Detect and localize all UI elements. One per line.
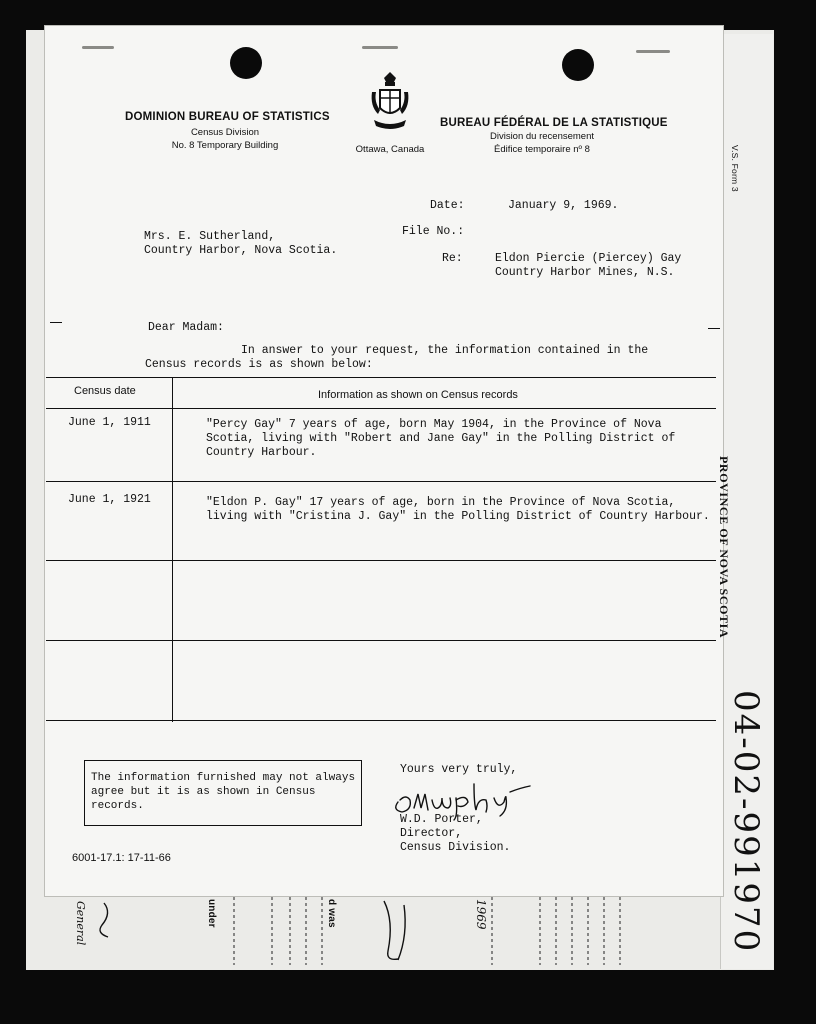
table-rule xyxy=(46,560,716,561)
signatory-title: Director, xyxy=(400,827,463,840)
strip-word-under: under xyxy=(206,899,217,928)
salutation: Dear Madam: xyxy=(148,321,224,334)
division-name-french: Division du recensement xyxy=(489,131,595,142)
margin-mark xyxy=(50,322,62,323)
complimentary-close: Yours very truly, xyxy=(400,763,518,776)
date-value: January 9, 1969. xyxy=(508,199,619,212)
signatory-division: Census Division. xyxy=(400,841,511,854)
addressee-name: Mrs. E. Sutherland, xyxy=(144,230,276,243)
strip-word-general: General xyxy=(74,901,87,946)
notice-line: The information furnished may not always xyxy=(91,772,356,784)
date-label: Date: xyxy=(430,199,465,212)
building-french: Édifice temporaire nº 8 xyxy=(494,144,590,155)
record-date: June 1, 1921 xyxy=(68,493,151,506)
table-rule xyxy=(46,481,716,482)
staple-mark xyxy=(362,46,398,49)
strip-word-was: d was xyxy=(326,899,337,928)
strip-year-fragment: 1969 xyxy=(474,899,488,930)
re-subject-location: Country Harbor Mines, N.S. xyxy=(495,266,675,279)
record-info-line: Country Harbour. xyxy=(206,446,317,459)
division-name-english: Census Division xyxy=(190,127,260,138)
province-label: PROVINCE OF NOVA SCOTIA xyxy=(717,456,731,639)
coat-of-arms-emblem xyxy=(368,70,412,132)
staple-mark xyxy=(636,50,670,53)
punch-hole xyxy=(230,47,262,79)
re-subject-name: Eldon Piercie (Piercey) Gay xyxy=(495,252,682,265)
margin-mark xyxy=(708,328,720,329)
record-info-line: "Eldon P. Gay" 17 years of age, born in the Province of Nova Scotia, xyxy=(206,496,676,509)
table-rule xyxy=(46,640,716,641)
addressee-location: Country Harbor, Nova Scotia. xyxy=(144,244,338,257)
notice-line: records. xyxy=(91,800,144,812)
column-header-census-date: Census date xyxy=(74,385,136,397)
signatory-name: W.D. Porter, xyxy=(400,813,483,826)
intro-line-1: In answer to your request, the information contained in the xyxy=(241,344,649,357)
record-info-line: Scotia, living with "Robert and Jane Gay" in the Polling District of xyxy=(206,432,676,445)
punch-hole xyxy=(562,49,594,81)
underlying-form-strip xyxy=(44,895,720,967)
city-location: Ottawa, Canada xyxy=(355,144,425,155)
bureau-name-english: DOMINION BUREAU OF STATISTICS xyxy=(125,111,330,123)
re-label: Re: xyxy=(442,252,463,265)
census-records-table xyxy=(46,377,716,722)
table-rule xyxy=(46,720,716,721)
intro-line-2: Census records is as shown below: xyxy=(145,358,373,371)
form-code: 6001-17.1: 17-11-66 xyxy=(72,852,171,864)
column-header-information: Information as shown on Census records xyxy=(318,389,518,401)
bureau-name-french: BUREAU FÉDÉRAL DE LA STATISTIQUE xyxy=(440,117,668,129)
table-column-divider xyxy=(172,377,173,722)
file-number-label: File No.: xyxy=(402,225,465,238)
handwritten-file-number: 04-02-991970 xyxy=(726,690,766,954)
building-english: No. 8 Temporary Building xyxy=(171,140,279,151)
record-info-line: living with "Cristina J. Gay" in the Polling District of Country Harbour. xyxy=(206,510,710,523)
form-number: V.S. Form 3 xyxy=(730,145,740,192)
notice-box xyxy=(84,760,362,826)
record-date: June 1, 1911 xyxy=(68,416,151,429)
underlying-form-lines xyxy=(44,895,720,967)
table-rule xyxy=(46,377,716,378)
record-info-line: "Percy Gay" 7 years of age, born May 1904, in the Province of Nova xyxy=(206,418,662,431)
staple-mark xyxy=(82,46,114,49)
notice-line: agree but it is as shown in Census xyxy=(91,786,316,798)
table-rule xyxy=(46,408,716,409)
